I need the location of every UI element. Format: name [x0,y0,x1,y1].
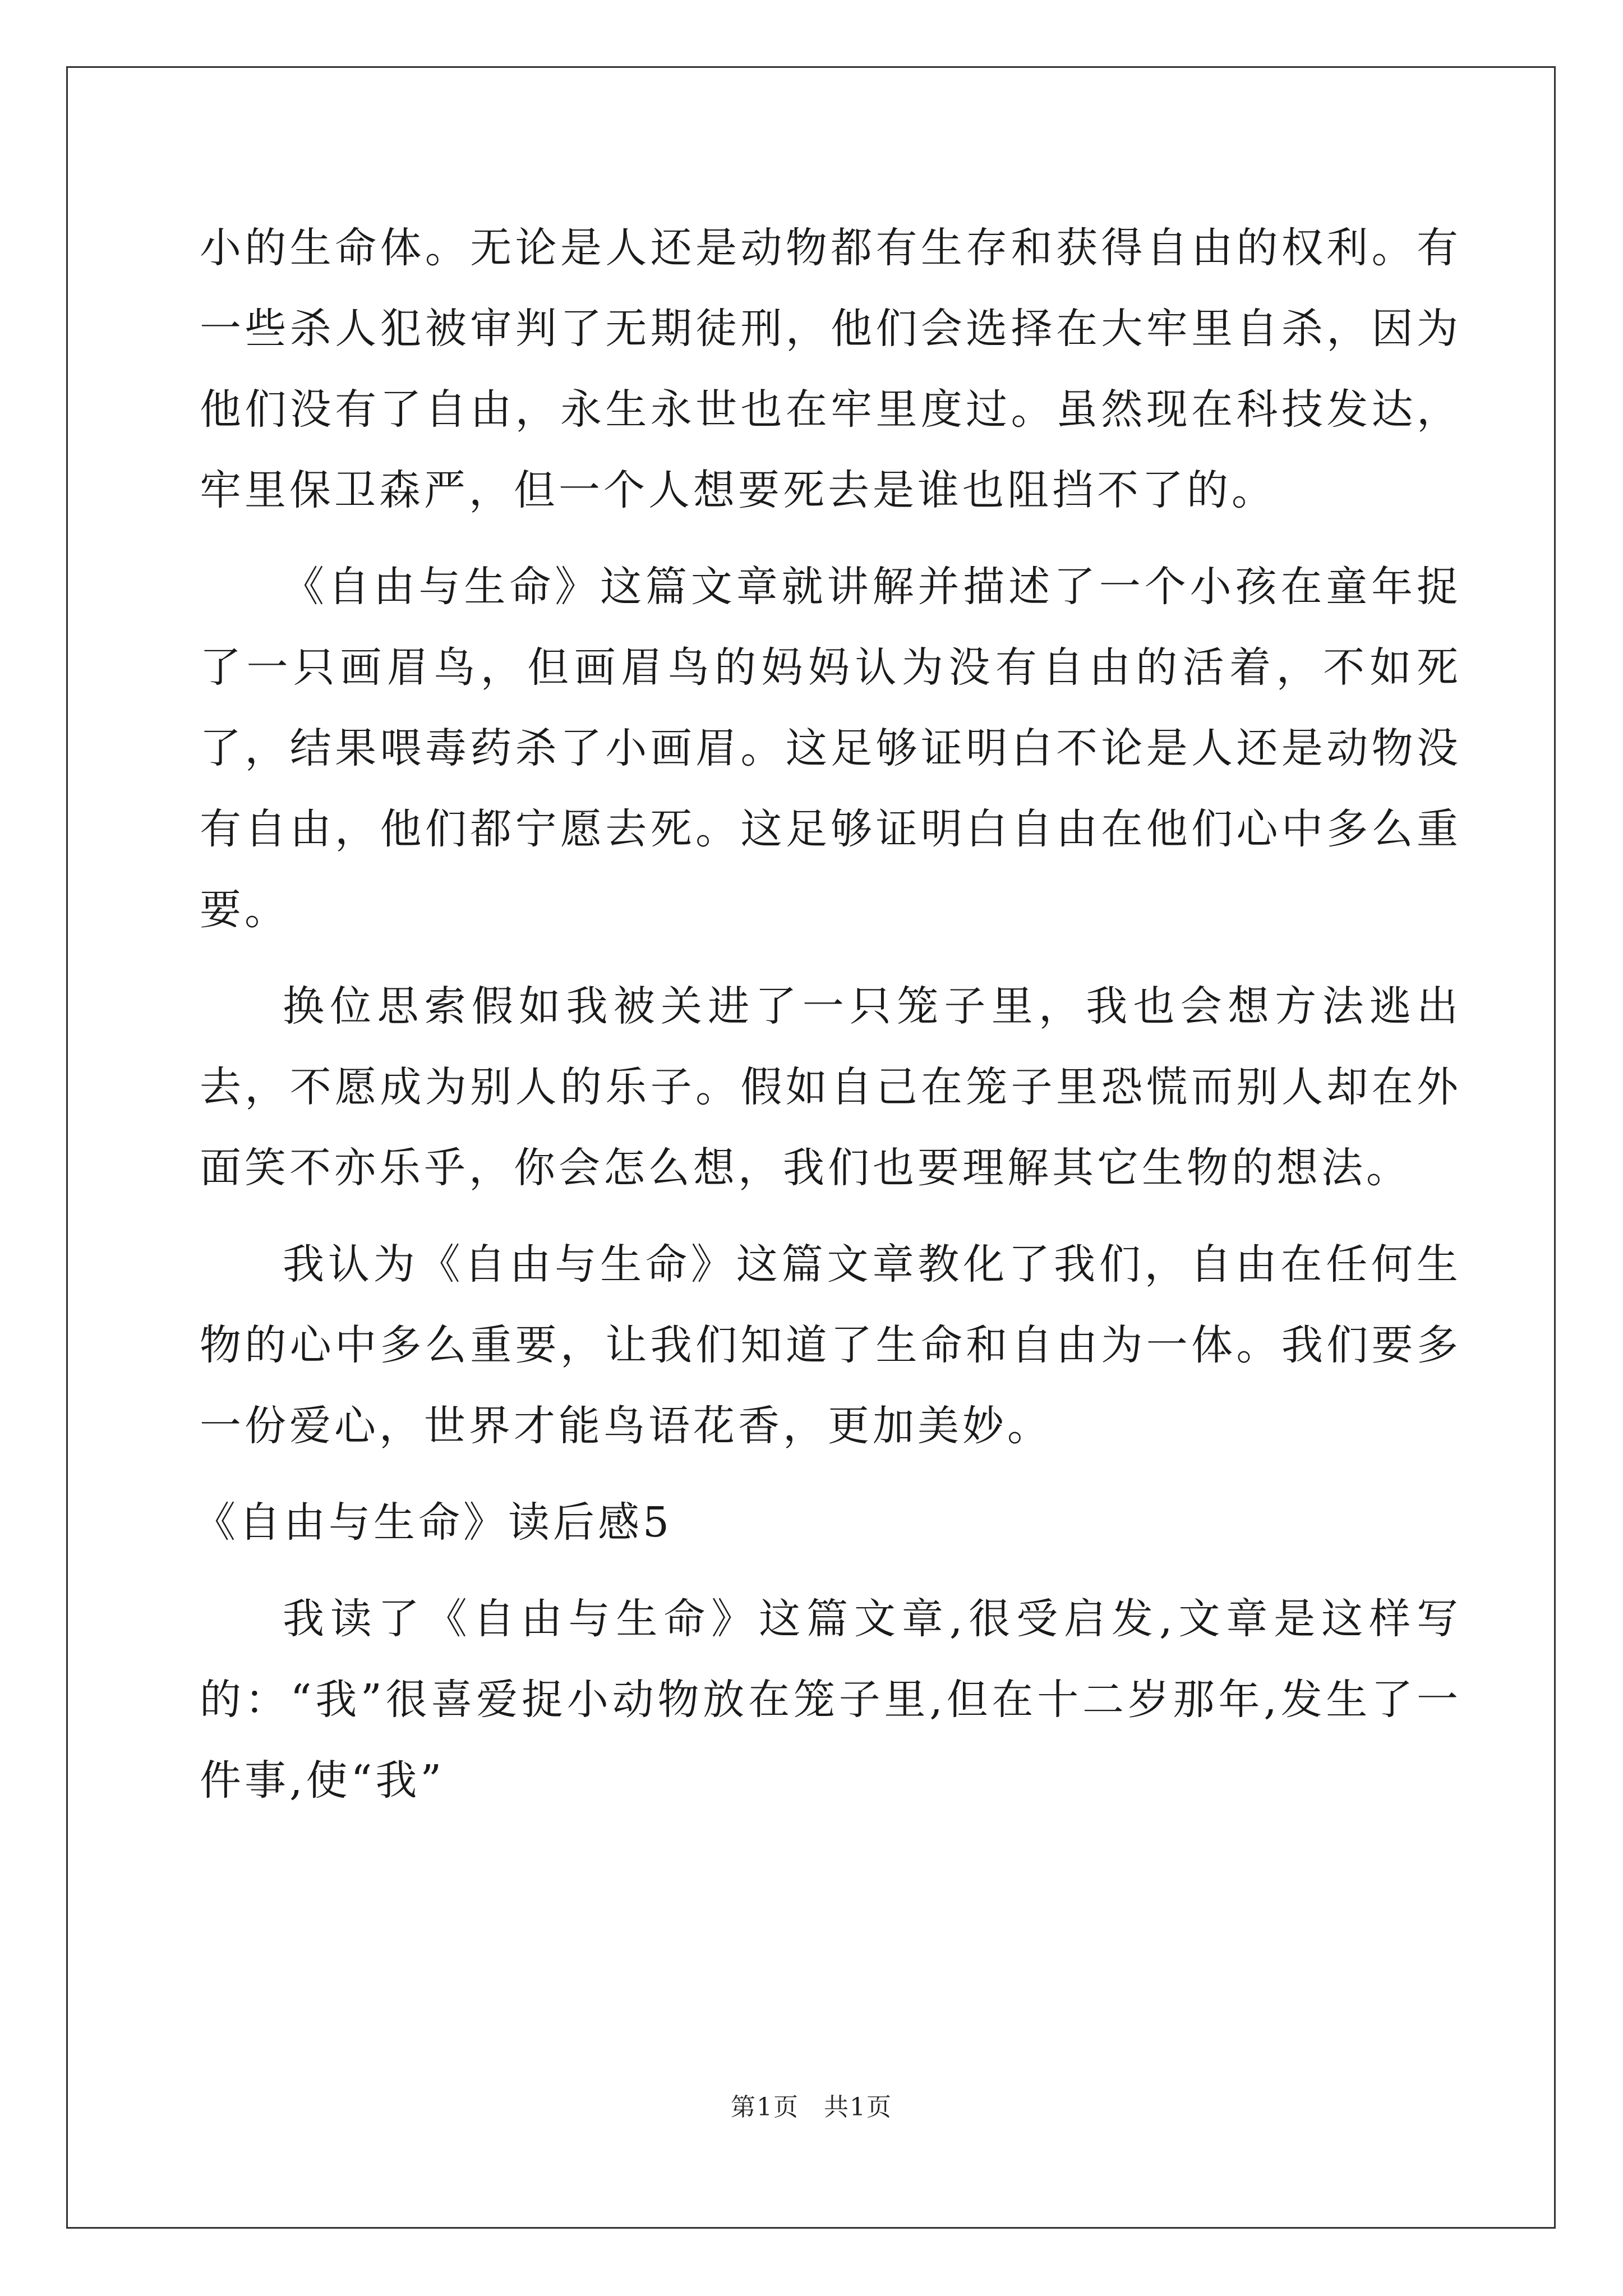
paragraph-1: 小的生命体。无论是人还是动物都有生存和获得自由的权利。有一些杀人犯被审判了无期徒刑，他们会选择在大牢里自杀，因为他们没有了自由，永生永世也在牢里度过。虽然现在科技发达，牢里保卫森严，但一个人想要死去是谁也阻挡不了的。 [200,224,1461,514]
page-number: 第1页 [731,2093,799,2122]
paragraph-3: 换位思索假如我被关进了一只笼子里，我也会想方法逃出去，不愿成为别人的乐子。假如自己在笼子里恐慌而别人却在外面笑不亦乐乎，你会怎么想，我们也要理解其它生物的想法。 [200,982,1461,1192]
paragraph-2: 《自由与生命》这篇文章就讲解并描述了一个小孩在童年捉了一只画眉鸟，但画眉鸟的妈妈认为没有自由的活着，不如死了，结果喂毒药杀了小画眉。这足够证明白不论是人还是动物没有自由，他们都宁愿去死。这足够证明白自由在他们心中多么重要。 [200,563,1461,934]
paragraph-4: 我认为《自由与生命》这篇文章教化了我们，自由在任何生物的心中多么重要，让我们知道了生命和自由为一体。我们要多一份爱心，世界才能鸟语花香，更加美妙。 [200,1240,1461,1450]
section-heading: 《自由与生命》读后感5 [194,1498,673,1547]
page-total: 共1页 [824,2093,892,2122]
paragraph-5: 我读了《自由与生命》这篇文章,很受启发,文章是这样写的：“我”很喜爱捉小动物放在笼子里,但在十二岁那年,发生了一件事,使“我” [200,1595,1461,1805]
page-footer [0,2087,1623,2123]
document-body [194,208,1461,1821]
